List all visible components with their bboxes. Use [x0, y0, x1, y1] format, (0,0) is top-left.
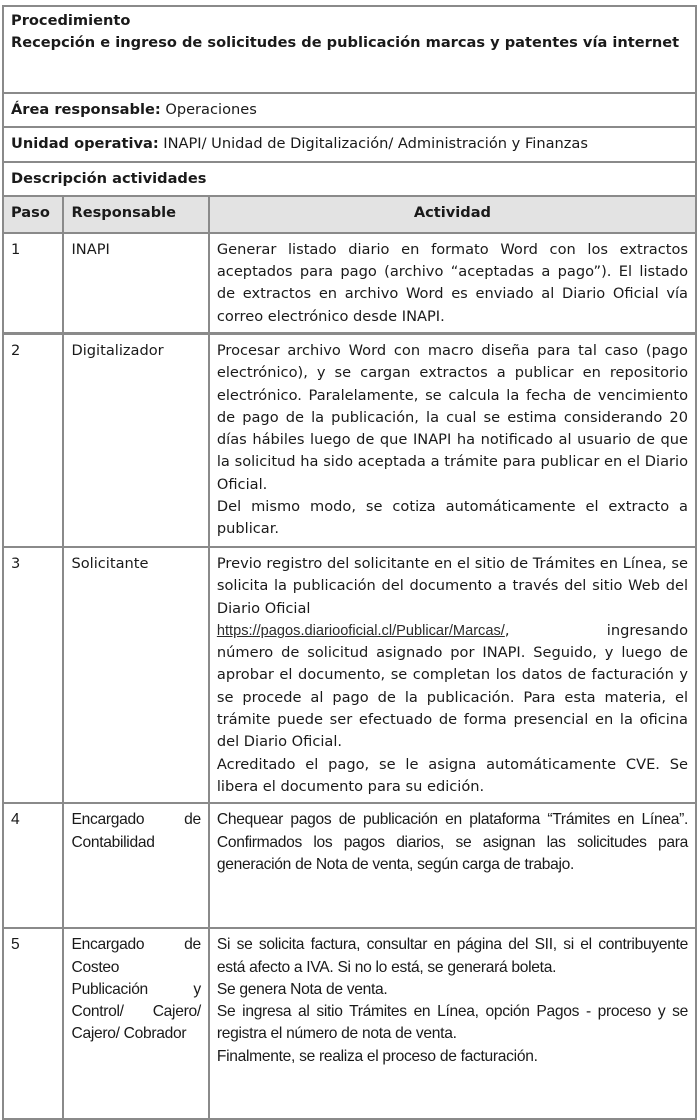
unit-label: Unidad operativa:	[11, 135, 159, 153]
row-activity	[209, 928, 696, 1119]
row-step: 2	[3, 334, 63, 547]
table-row	[3, 233, 696, 333]
area-label: Área responsable:	[11, 101, 161, 118]
responsible-line: Publicación y	[71, 980, 201, 998]
responsible-line: Costeo	[71, 958, 120, 976]
procedure-header-table	[2, 5, 697, 334]
activities-section-row	[3, 162, 696, 196]
activity-paragraph: Finalmente, se realiza el proceso de facturación.	[216, 1047, 538, 1065]
row-responsible: Digitalizador	[63, 334, 208, 547]
table-row	[3, 547, 696, 803]
activity-paragraph: número de solicitud asignado por INAPI. Seguido, y luego de aprobar el documento, se completan los datos de facturación y se procede al pago de la publicación. Para esta materia, el trámite puede ser efectuado de forma presencial en la oficina del Diario Oficial.	[216, 644, 688, 751]
row-responsible: INAPI	[63, 233, 208, 333]
publish-link[interactable]: https://pagos.diariooficial.cl/Publicar/Marcas/	[216, 622, 505, 639]
activity-paragraph: Del mismo modo, se cotiza automáticamente el extracto a publicar.	[216, 498, 688, 538]
row-step: 1	[3, 233, 63, 333]
area-value: Operaciones	[160, 101, 257, 118]
row-step: 5	[3, 928, 63, 1119]
column-header-step: Paso	[3, 196, 63, 233]
activity-paragraph: Acreditado el pago, se le asigna automáticamente CVE. Se libera el documento para su edición.	[216, 755, 688, 795]
row-responsible	[63, 928, 208, 1119]
activity-link-line	[217, 620, 688, 642]
row-responsible: Encargado de Contabilidad	[63, 803, 208, 928]
table-header-row	[3, 196, 696, 233]
unit-value: INAPI/ Unidad de Digitalización/ Administración y Finanzas	[158, 135, 588, 153]
activity-paragraph: Se ingresa al sitio Trámites en Línea, opción Pagos - proceso y se registra el número de nota de venta.	[216, 1003, 688, 1043]
row-step: 4	[3, 803, 63, 928]
activity-text: ingresando	[606, 621, 688, 639]
table-row	[3, 803, 696, 928]
procedure-label: Procedimiento	[11, 12, 131, 29]
procedure-title: Recepción e ingreso de solicitudes de publicación marcas y patentes vía internet	[11, 34, 680, 52]
activities-section-label: Descripción actividades	[11, 169, 207, 187]
column-header-responsible: Responsable	[63, 196, 208, 233]
unit-row	[3, 127, 696, 161]
activity-paragraph: Previo registro del solicitante en el sitio de Trámites en Línea, se solicita la publicación del documento a través del sitio Web del Diario Oficial	[216, 555, 688, 617]
responsible-line: Encargado de	[71, 936, 201, 954]
activity-paragraph: Si se solicita factura, consultar en página del SII, si el contribuyente está afecto a IVA. Si no lo está, se generará boleta.	[216, 936, 688, 976]
responsible-line: Control/ Cajero/	[71, 1003, 201, 1021]
column-header-activity: Actividad	[209, 196, 696, 233]
area-row	[3, 93, 696, 127]
row-activity: Chequear pagos de publicación en plataforma “Trámites en Línea”. Confirmados los pagos diarios, se asignan las solicitudes para generación de Nota de venta, según carga de trabajo.	[209, 803, 696, 928]
procedure-cell	[3, 6, 696, 93]
activities-table	[2, 333, 697, 1120]
activity-paragraph: Procesar archivo Word con macro diseña para tal caso (pago electrónico), y se cargan extractos a publicar en repositorio electrónico. Paralelamente, se calcula la fecha de vencimiento de pago de la publicación, la cual se estima considerando 20 días hábiles luego de que INAPI ha notificado al usuario de que la solicitud ha sido aceptada a trámite para publicar en el Diario Oficial.	[216, 342, 688, 493]
activity-paragraph: Se genera Nota de venta.	[216, 980, 388, 998]
link-suffix: ,	[504, 621, 510, 639]
responsible-line: Cajero/ Cobrador	[71, 1025, 187, 1043]
row-activity	[209, 547, 696, 803]
row-responsible: Solicitante	[63, 547, 208, 803]
row-activity: Generar listado diario en formato Word con los extractos aceptados para pago (archivo “aceptadas a pago”). El listado de extractos en archivo Word es enviado al Diario Oficial vía correo electrónico desde INAPI.	[209, 233, 696, 333]
row-activity	[209, 334, 696, 547]
row-step: 3	[3, 547, 63, 803]
table-row	[3, 334, 696, 547]
table-row	[3, 928, 696, 1119]
